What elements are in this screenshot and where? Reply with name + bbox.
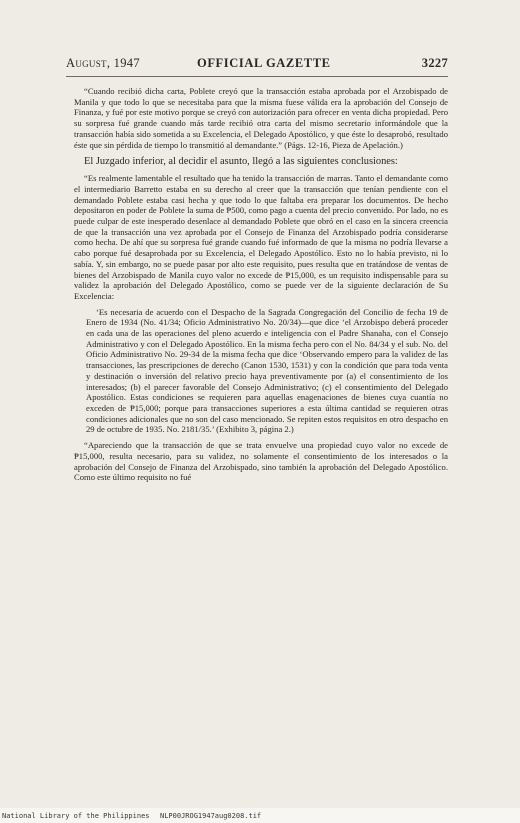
paragraph-lower-court-intro: El Juzgado inferior, al decidir el asunto, llegó a las siguientes conclusiones:: [84, 156, 398, 168]
header-date: August, 1947: [66, 56, 140, 70]
paragraph-requirement-conclusion: “Apareciendo que la transacción de que se trata envuelve una propiedad cuyo valor no excede de ₱15,000, resulta necesario, para su validez, no solamente el consentimiento de los interesados o la aprobación del Consejo de Finanza del Arzobispado, sino también la aprobación del Delegado Apostólico. Como este último requisito no fué: [74, 440, 448, 483]
paragraph-block-quote-decree: ‘Es necesaria de acuerdo con el Despacho de la Sagrada Congregación del Concilio de fecha 19 de Enero de 1934 (No. 41/34; Oficio Administrativo No. 20/34)—que dice ‘el Arzobispo deberá proceder en cada una de las operaciones del pleno acuerdo e inteligencia con el Padre Shanaha, con el Consejo Administrativo y con el Delegado Apostólico. En la misma fecha pero con el No. 84/34 y el sub. No. del Oficio Administrativo No. 29-34 de la misma fecha que dice ‘Observando empero para la validez de las transacciones, las prescripciones de derecho (Canon 1530, 1531) y con la condición que para toda venta y destinación o inversión del relativo precio haya preventivamente por (a) el consentimiento de los interesados; (b) el parecer favorable del Consejo Administrativo; (c) el consentimiento del Delegado Apostólico. Estas condiciones se requieren para aquellas enagenaciones de bienes cuya cuantía no exceden de ₱15,000; porque para transacciones superiores a esta última cantidad se requieren otras condiciones adicionales que no son del caso mencionado. Se repiten estos requisitos en otro despacho en 29 de octubre de 1935. No. 2181/35.’ (Exhibito 3, página 2.): [86, 306, 448, 435]
document-body: [74, 86, 448, 483]
header-publication-title: OFFICIAL GAZETTE: [197, 56, 331, 70]
footer-filename: NLP00JROG1947aug0208.tif: [160, 812, 262, 820]
header-rule: [66, 76, 448, 77]
header-page-number: 3227: [421, 56, 448, 70]
paragraph-court-conclusions: “Es realmente lamentable el resultado que ha tenido la transacción de marras. Tanto el demandante como el intermediario Barretto estaba en su derecho al creer que la transacción que tenían pendiente con el demandado Poblete estaba casi hecha y que todo lo que faltaba era preparar los documentos. De hecho depositaron en poder de Poblete la suma de ₱500, como pago a cuenta del precio convenido. Por lado, no es puede culpar de este inesperado desenlace al demandado Poblete que obró en el caso en la sincera creencia de que la transacción una vez aprobada por el Consejo de Finanza del Arzobispado podría considerarse como hecha. De ahí que su sorpresa fué grande cuando fué informado de que la misma no podría llevarse a cabo porque fué desaprobada por su Excelencia, el Delegado Apostólico. Esto no lo había previsto, ni lo sabía. Y, sin embargo, no se puede pasar por alto este requisito, pues resulta que en tratándose de ventas de bienes del Arzobispado de Manila cuyo valor no excede de ₱15,000, es un requisito indispensable para su validez la aprobación del Delegado Apostólico, como se puede ver de la siguiente declaración de Su Excelencia:: [74, 173, 448, 301]
footer-library-name: National Library of the Philippines: [2, 812, 150, 820]
paragraph-quote-letter: “Cuando recibió dicha carta, Poblete creyó que la transacción estaba aprobada por el Arzobispado de Manila y que todo lo que se necesitaba para que la misma fuese válida era la aprobación del Consejo de Finanza, y fué por este motivo porque se creyó con autorización para ofrecer en venta dicha propiedad. Pero su sorpresa fué grande cuando más tarde recibió otra carta del mismo secretario informándole que la transacción había sido sometida a su Excelencia, el Delegado Apostólico, y que éste lo desaprobó, resultado éste que sin pérdida de tiempo lo transmitió al demandante.” (Págs. 12-16, Pieza de Apelación.): [74, 86, 448, 150]
running-header: [66, 56, 448, 74]
scan-footer: [0, 808, 520, 823]
